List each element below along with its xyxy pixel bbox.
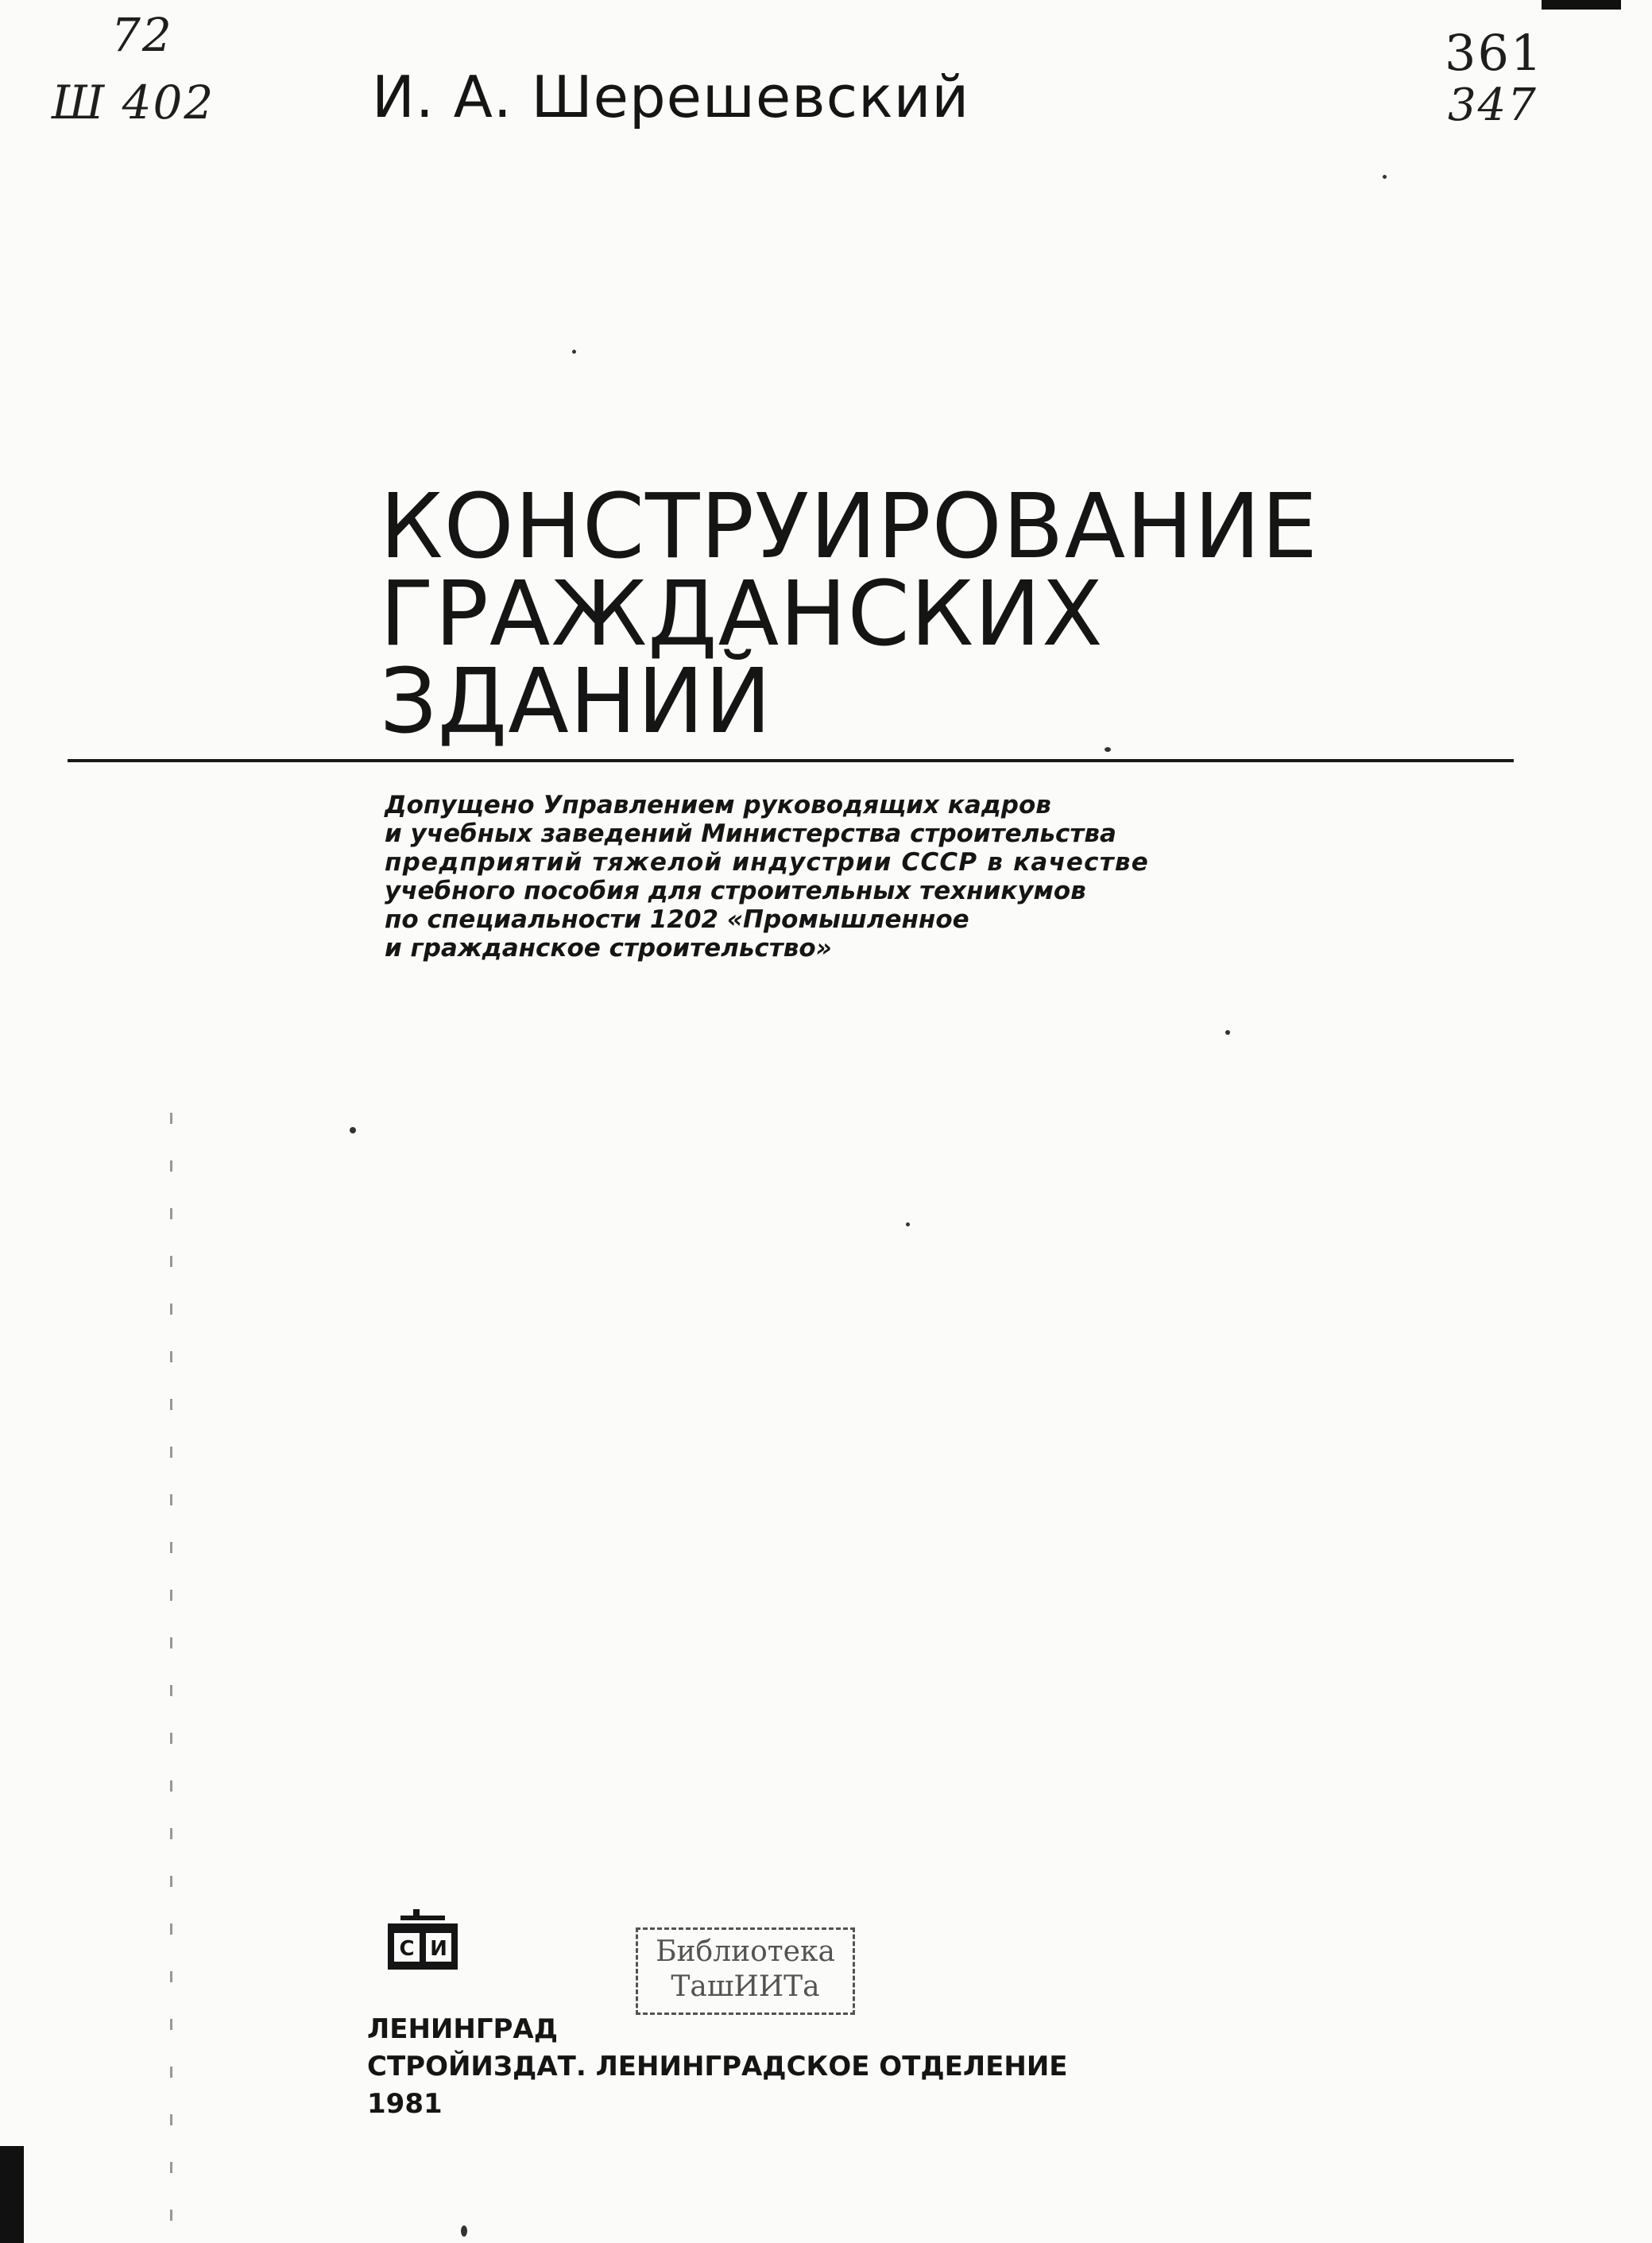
scan-speck — [906, 1222, 910, 1226]
approval-line-2: и учебных заведений Министерства строительства — [385, 819, 1116, 848]
publisher-logo-icon — [386, 1909, 462, 1973]
title-line-3: ЗДАНИЙ — [380, 650, 772, 753]
handwritten-shelf-mark-top: 72 — [111, 8, 173, 62]
approval-line-5: по специальности 1202 «Промышленное — [385, 905, 969, 934]
scan-edge-mark — [0, 2146, 24, 2243]
approval-line-4: учебного пособия для строительных техникумов — [385, 877, 1086, 905]
logo-letter-s: С — [399, 1937, 415, 1961]
approval-line-6: и гражданское строительство» — [385, 934, 832, 963]
book-title — [380, 475, 1318, 753]
scan-corner-mark — [1542, 0, 1621, 10]
imprint-publisher: СТРОЙИЗДАТ. ЛЕНИНГРАДСКОЕ ОТДЕЛЕНИЕ — [367, 2051, 1068, 2082]
stamp-line-1: Библиотека — [656, 1935, 835, 1968]
approval-line-3: предприятий тяжелой индустрии СССР в качестве — [385, 848, 1149, 877]
scan-speck — [1383, 175, 1387, 179]
scan-speck — [1225, 1030, 1230, 1035]
scan-margin-line — [170, 1113, 172, 2226]
scan-speck — [350, 1127, 356, 1133]
title-line-1: КОНСТРУИРОВАНИЕ — [380, 475, 1318, 579]
library-stamp — [636, 1927, 855, 2015]
approval-note — [385, 791, 1149, 963]
handwritten-number-top: 361 — [1445, 24, 1544, 82]
handwritten-number-bottom: 347 — [1448, 79, 1538, 131]
imprint — [367, 2011, 1068, 2123]
scan-speck — [1105, 747, 1111, 752]
stamp-line-2: ТашИИТа — [671, 1970, 820, 2003]
title-line-2: ГРАЖДАНСКИХ — [380, 563, 1104, 666]
imprint-year: 1981 — [367, 2088, 443, 2120]
logo-letter-i: И — [430, 1937, 447, 1961]
handwritten-shelf-mark-bottom: Ш 402 — [52, 76, 215, 130]
title-divider — [68, 759, 1514, 762]
scan-speck — [461, 2226, 467, 2237]
author-name: И. А. Шерешевский — [372, 64, 970, 130]
imprint-city: ЛЕНИНГРАД — [367, 2013, 559, 2045]
approval-line-1: Допущено Управлением руководящих кадров — [385, 791, 1051, 819]
scan-speck — [572, 350, 576, 354]
